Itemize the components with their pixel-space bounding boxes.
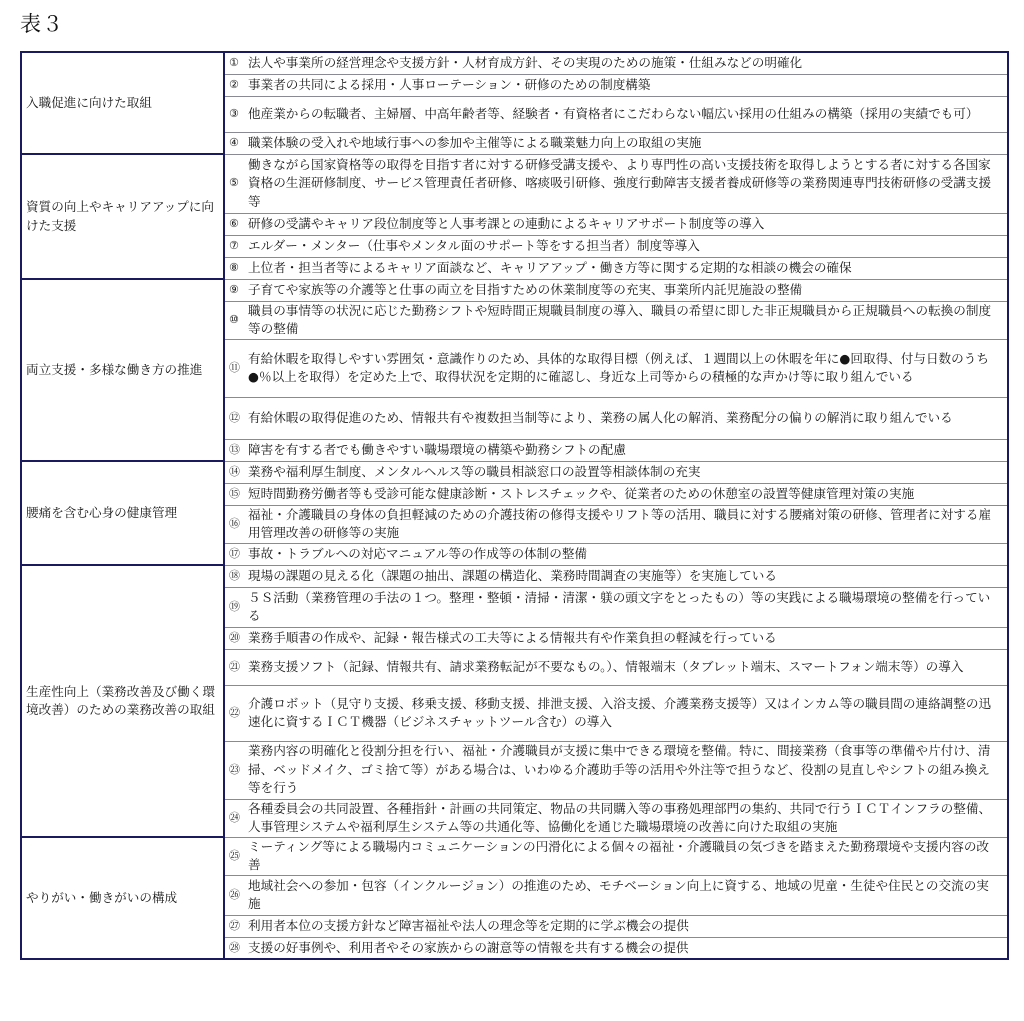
item-number: ㉕ bbox=[229, 848, 240, 862]
item-number: ⑩ bbox=[229, 312, 239, 326]
item-text: 事業者の共同による採用・人事ローテーション・研修のための制度構築 bbox=[248, 76, 651, 92]
item-cell bbox=[224, 915, 1008, 937]
category-cell: 腰痛を含む心身の健康管理 bbox=[21, 461, 224, 565]
item-cell bbox=[224, 543, 1008, 565]
item-number: ⑫ bbox=[229, 410, 240, 424]
item-text: 現場の課題の見える化（課題の抽出、課題の構造化、業務時間調査の実施等）を実施している bbox=[248, 567, 777, 583]
item-cell bbox=[224, 439, 1008, 461]
item-text: エルダー・メンター（仕事やメンタル面のサポート等をする担当者）制度等導入 bbox=[248, 237, 700, 253]
item-number: ⑯ bbox=[229, 516, 240, 530]
document-title: 表３ bbox=[20, 12, 64, 36]
item-text: 他産業からの転職者、主婦層、中高年齢者等、経験者・有資格者にこだわらない幅広い採用の仕組みの構築（採用の実績でも可） bbox=[248, 105, 979, 121]
item-text: 各種委員会の共同設置、各種指針・計画の共同策定、物品の共同購入等の事務処理部門の集約、共同で行うＩＣＴインフラの整備、人事管理システムや福利厚生システム等の共通化等、協働化を通じた職場環境の改善に向けた取組の実施 bbox=[248, 800, 992, 834]
measures-table bbox=[20, 51, 1009, 960]
item-number: ⑥ bbox=[229, 216, 239, 230]
item-text: 上位者・担当者等によるキャリア面談など、キャリアアップ・働き方等に関する定期的な相談の機会の確保 bbox=[248, 259, 852, 275]
item-cell bbox=[224, 627, 1008, 649]
table-row bbox=[21, 837, 1008, 875]
item-text: 業務内容の明確化と役割分担を行い、福祉・介護職員が支援に集中できる環境を整備。特に、間接業務（食事等の準備や片付け、清掃、ベッドメイク、ゴミ捨て等）がある場合は、いわゆる介護助手等の活用や外注等で担うなど、役割の見直しやシフトの組み換え等を行う bbox=[248, 743, 991, 796]
item-cell bbox=[224, 685, 1008, 741]
item-number: ⑨ bbox=[229, 282, 239, 296]
item-cell bbox=[224, 257, 1008, 279]
item-cell bbox=[224, 154, 1008, 213]
item-text: 研修の受講やキャリア段位制度等と人事考課との連動によるキャリアサポート制度等の導入 bbox=[248, 215, 765, 231]
item-cell bbox=[224, 741, 1008, 799]
item-number: ⑳ bbox=[229, 630, 240, 644]
item-number: ⑰ bbox=[229, 546, 240, 560]
item-number: ㉓ bbox=[229, 762, 240, 776]
item-number: ⑦ bbox=[229, 238, 239, 252]
item-number: ㉘ bbox=[229, 940, 240, 954]
item-cell bbox=[224, 461, 1008, 483]
item-text: 介護ロボット（見守り支援、移乗支援、移動支援、排泄支援、入浴支援、介護業務支援等）又はインカム等の職員間の連絡調整の迅速化に資するＩＣＴ機器（ビジネスチャットツール含む）の導入 bbox=[248, 695, 992, 729]
item-text: ５Ｓ活動（業務管理の手法の１つ。整理・整頓・清掃・清潔・躾の頭文字をとったもの）等の実践による職場環境の整備を行っている bbox=[248, 589, 991, 623]
item-number: ㉑ bbox=[229, 659, 240, 673]
item-cell bbox=[224, 837, 1008, 875]
item-cell bbox=[224, 339, 1008, 397]
item-text: 業務手順書の作成や、記録・報告様式の工夫等による情報共有や作業負担の軽減を行っている bbox=[248, 629, 777, 645]
item-text: 職員の事情等の状況に応じた勤務シフトや短時間正規職員制度の導入、職員の希望に即した非正規職員から正規職員への転換の制度等の整備 bbox=[248, 302, 992, 336]
item-cell bbox=[224, 483, 1008, 505]
item-number: ⑱ bbox=[229, 568, 240, 582]
item-cell bbox=[224, 799, 1008, 837]
item-cell bbox=[224, 213, 1008, 235]
item-number: ㉗ bbox=[229, 918, 240, 932]
table-row bbox=[21, 279, 1008, 301]
table-row bbox=[21, 461, 1008, 483]
category-cell: 生産性向上（業務改善及び働く環境改善）のための業務改善の取組 bbox=[21, 565, 224, 837]
item-number: ② bbox=[229, 77, 239, 91]
item-text: 支援の好事例や、利用者やその家族からの謝意等の情報を共有する機会の提供 bbox=[248, 939, 689, 955]
item-cell bbox=[224, 96, 1008, 132]
item-cell bbox=[224, 937, 1008, 959]
item-text: 業務や福利厚生制度、メンタルヘルス等の職員相談窓口の設置等相談体制の充実 bbox=[248, 463, 701, 479]
item-cell bbox=[224, 649, 1008, 685]
item-number: ㉔ bbox=[229, 810, 240, 824]
item-text: 障害を有する者でも働きやすい職場環境の構築や勤務シフトの配慮 bbox=[248, 441, 626, 457]
table-row bbox=[21, 154, 1008, 213]
item-number: ⑤ bbox=[229, 176, 239, 190]
item-cell bbox=[224, 132, 1008, 154]
item-text: 働きながら国家資格等の取得を目指す者に対する研修受講支援や、より専門性の高い支援技術を取得しようとする者に対する各国家資格の生涯研修制度、サービス管理責任者研修、喀痰吸引研修、強度行動障害支援者養成研修等の業務関連専門技術研修の受講支援等 bbox=[248, 156, 992, 209]
item-cell bbox=[224, 397, 1008, 439]
item-cell bbox=[224, 52, 1008, 74]
item-number: ⑧ bbox=[229, 260, 239, 274]
item-cell bbox=[224, 505, 1008, 543]
item-text: 利用者本位の支援方針など障害福祉や法人の理念等を定期的に学ぶ機会の提供 bbox=[248, 917, 689, 933]
item-number: ⑪ bbox=[229, 360, 240, 374]
item-cell bbox=[224, 235, 1008, 257]
item-text: ミーティング等による職場内コミュニケーションの円滑化による個々の福祉・介護職員の気づきを踏まえた勤務環境や支援内容の改善 bbox=[248, 838, 990, 872]
item-text: 業務支援ソフト（記録、情報共有、請求業務転記が不要なもの。）、情報端末（タブレット端末、スマートフォン端末等）の導入 bbox=[248, 658, 964, 674]
category-cell: 入職促進に向けた取組 bbox=[21, 52, 224, 154]
item-text: 有給休暇の取得促進のため、情報共有や複数担当制等により、業務の属人化の解消、業務配分の偏りの解消に取り組んでいる bbox=[248, 409, 953, 425]
item-number: ⑬ bbox=[229, 442, 240, 456]
item-text: 短時間勤務労働者等も受診可能な健康診断・ストレスチェックや、従業者のための休憩室の設置等健康管理対策の実施 bbox=[248, 485, 915, 501]
item-text: 福祉・介護職員の身体の負担軽減のための介護技術の修得支援やリフト等の活用、職員に対する腰痛対策の研修、管理者に対する雇用管理改善の研修等の実施 bbox=[248, 506, 992, 540]
item-text: 法人や事業所の経営理念や支援方針・人材育成方針、その実現のための施策・仕組みなどの明確化 bbox=[248, 55, 803, 70]
item-cell bbox=[224, 587, 1008, 627]
item-text: 有給休暇を取得しやすい雰囲気・意識作りのため、具体的な取得目標（例えば、１週間以上の休暇を年に●回取得、付与日数のうち●％以上を取得）を定めた上で、取得状況を定期的に確認し、身近な上司等からの積極的な声かけ等に取り組んでいる bbox=[248, 350, 989, 384]
item-cell bbox=[224, 279, 1008, 301]
item-cell bbox=[224, 301, 1008, 339]
item-number: ③ bbox=[229, 106, 239, 120]
item-cell bbox=[224, 875, 1008, 915]
item-number: ⑭ bbox=[229, 464, 240, 478]
item-number: ⑲ bbox=[229, 599, 240, 613]
item-text: 職業体験の受入れや地域行事への参加や主催等による職業魅力向上の取組の実施 bbox=[248, 134, 702, 150]
item-cell bbox=[224, 74, 1008, 96]
item-number: ㉖ bbox=[229, 887, 240, 901]
item-text: 子育てや家族等の介護等と仕事の両立を目指すための休業制度等の充実、事業所内託児施設の整備 bbox=[248, 281, 803, 297]
item-text: 地域社会への参加・包容（インクルージョン）の推進のため、モチベーション向上に資する、地域の児童・生徒や住民との交流の実施 bbox=[248, 877, 989, 911]
item-number: ㉒ bbox=[229, 705, 240, 719]
table-row bbox=[21, 565, 1008, 587]
item-text: 事故・トラブルへの対応マニュアル等の作成等の体制の整備 bbox=[248, 545, 588, 561]
item-number: ⑮ bbox=[229, 486, 240, 500]
category-cell: 両立支援・多様な働き方の推進 bbox=[21, 279, 224, 461]
item-number: ④ bbox=[229, 135, 239, 149]
item-number: ① bbox=[229, 56, 239, 69]
table-row bbox=[21, 52, 1008, 74]
category-cell: やりがい・働きがいの構成 bbox=[21, 837, 224, 959]
category-cell: 資質の向上やキャリアアップに向けた支援 bbox=[21, 154, 224, 279]
item-cell bbox=[224, 565, 1008, 587]
